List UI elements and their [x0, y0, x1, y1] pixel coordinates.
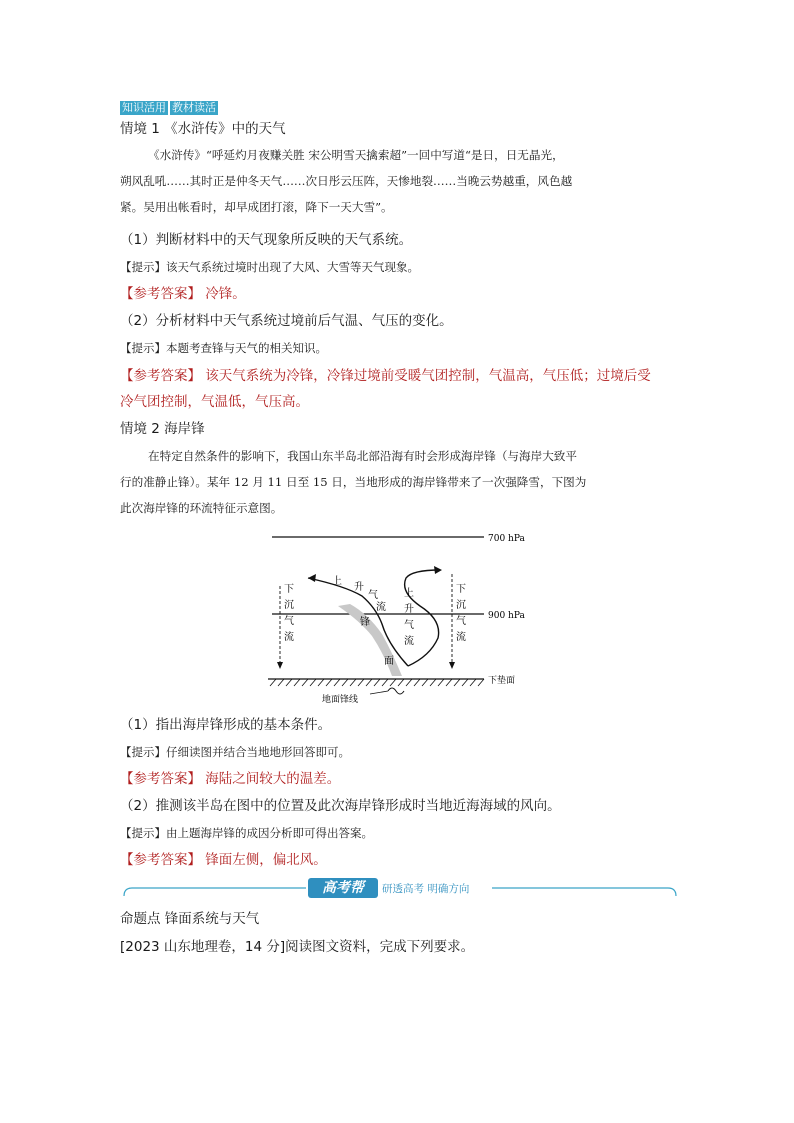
- answer-text: 海陆之间较大的温差。: [205, 771, 341, 787]
- s2-question-1: （1）指出海岸锋形成的基本条件。: [120, 717, 332, 733]
- answer-label: 【参考答案】: [120, 852, 201, 868]
- front-char-1: 锋: [360, 617, 370, 628]
- s1-para-line3: 紧。吴用出帐看时，却早成团打滚，降下一天大雪”。: [120, 200, 393, 214]
- s3-topic: 命题点 锋面系统与天气: [120, 911, 260, 927]
- coastal-front-diagram: [260, 526, 540, 710]
- hint-text: 仔细读图并结合当地地形回答即可。: [166, 745, 350, 759]
- s2-answer-1: [120, 770, 340, 788]
- s3-source: [2023 山东地理卷，14 分]阅读图文资料，完成下列要求。: [120, 939, 475, 955]
- hint-label: 【提示】: [120, 745, 166, 759]
- upleft-char-1: 上: [332, 576, 342, 587]
- label-900hpa: 900 hPa: [488, 611, 525, 621]
- s1-hint-2: [120, 339, 327, 357]
- upleft-char-2: 升: [354, 582, 364, 593]
- upright-char-1: 上: [404, 588, 414, 599]
- answer-text: 该天气系统为冷锋，冷锋过境前受暖气团控制，气温高，气压低；过境后受: [205, 368, 651, 384]
- upright-char-3: 气: [404, 620, 414, 631]
- s1-question-1: （1）判断材料中的天气现象所反映的天气系统。: [120, 232, 413, 248]
- hint-text: 本题考查锋与天气的相关知识。: [166, 341, 327, 355]
- section-header-tags: [120, 96, 218, 115]
- banner-title: 高考帮: [322, 880, 364, 896]
- label-front-line: 地面锋线: [322, 695, 359, 705]
- down-char-3: 气: [284, 616, 294, 627]
- down-char-1: 下: [284, 584, 294, 595]
- down-char-4: 流: [284, 632, 294, 643]
- s1-answer-1: [120, 285, 246, 303]
- hint-text: 该天气系统过境时出现了大风、大雪等天气现象。: [166, 260, 419, 274]
- down-right-char-4: 流: [456, 632, 466, 643]
- answer-label: 【参考答案】: [120, 368, 201, 384]
- tag-knowledge-apply: 知识活用: [122, 101, 166, 114]
- banner-subtitle: 研透高考 明确方向: [382, 883, 470, 895]
- s2-question-2: （2）推测该半岛在图中的位置及此次海岸锋形成时当地近海海域的风向。: [120, 798, 561, 814]
- hint-label: 【提示】: [120, 260, 166, 274]
- right-updraft-curve: [405, 570, 440, 666]
- label-700hpa: 700 hPa: [488, 534, 525, 544]
- s1-para-line1: 《水浒传》“呼延灼月夜赚关胜 宋公明雪天擒索超”一回中写道“是日，日无晶光，: [148, 148, 564, 162]
- s1-question-2: （2）分析材料中天气系统过境前后气温、气压的变化。: [120, 313, 453, 329]
- s2-hint-1: [120, 743, 350, 761]
- label-surface: 下垫面: [488, 676, 516, 686]
- right-downdraft-arrowhead: [449, 662, 455, 669]
- upright-char-4: 流: [404, 636, 414, 647]
- down-right-char-1: 下: [456, 584, 466, 595]
- tag-textbook-reading: 教材读活: [172, 101, 216, 114]
- down-char-2: 沉: [284, 600, 294, 611]
- s1-hint-1: [120, 258, 419, 276]
- down-right-char-3: 气: [456, 616, 466, 627]
- s2-para-line1: 在特定自然条件的影响下，我国山东半岛北部沿海有时会形成海岸锋（与海岸大致平: [148, 449, 577, 463]
- banner-title-box: [308, 878, 378, 898]
- s2-para-line2: 行的准静止锋）。某年 12 月 11 日至 15 日，当地形成的海岸锋带来了一次强降雪，下图为: [120, 475, 587, 489]
- down-right-char-2: 沉: [456, 600, 466, 611]
- s2-hint-2: [120, 824, 373, 842]
- front-char-2: 面: [384, 656, 394, 667]
- s2-answer-2: [120, 851, 327, 869]
- front-line-leader: [370, 691, 388, 694]
- s2-para-line3: 此次海岸锋的环流特征示意图。: [120, 501, 283, 515]
- hint-label: 【提示】: [120, 826, 166, 840]
- s1-para-line2: 朔风乱吼……其时正是仲冬天气……次日彤云压阵，天惨地裂……当晚云势越重，风色越: [120, 174, 573, 188]
- left-updraft-arrowhead: [308, 574, 316, 582]
- answer-label: 【参考答案】: [120, 771, 201, 787]
- gaokao-banner: [120, 876, 680, 904]
- s1-answer-2-line1: [120, 367, 651, 385]
- answer-text: 锋面左侧，偏北风。: [205, 852, 327, 868]
- answer-text: 冷锋。: [205, 286, 246, 302]
- right-updraft-arrowhead: [434, 566, 442, 574]
- s1-title: 情境 1 《水浒传》中的天气: [120, 121, 286, 137]
- hint-label: 【提示】: [120, 341, 166, 355]
- hint-text: 由上题海岸锋的成因分析即可得出答案。: [166, 826, 373, 840]
- ground-hatching: [270, 679, 484, 686]
- upleft-char-3: 气: [368, 590, 378, 601]
- s2-title: 情境 2 海岸锋: [120, 421, 205, 437]
- left-downdraft-arrowhead: [277, 662, 283, 669]
- answer-label: 【参考答案】: [120, 286, 201, 302]
- upleft-char-4: 流: [376, 602, 386, 613]
- front-line-symbol: [388, 688, 404, 694]
- s1-answer-2-line2: 冷气团控制，气温低，气压高。: [120, 394, 309, 410]
- upright-char-2: 升: [404, 604, 414, 615]
